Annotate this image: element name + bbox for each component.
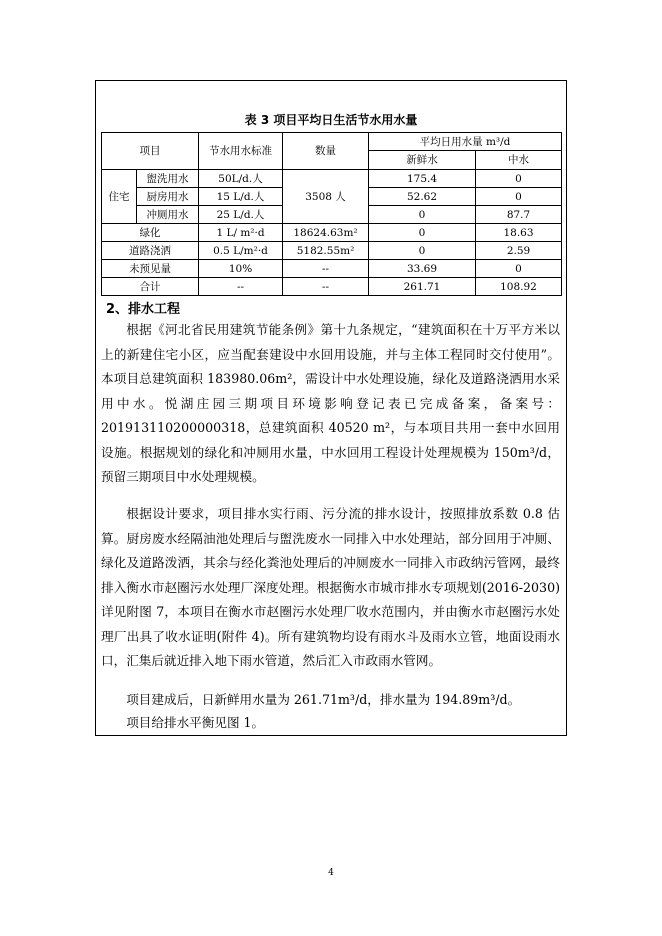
header-daily: 平均日用水量 m³/d xyxy=(369,133,562,151)
header-fresh: 新鲜水 xyxy=(369,151,476,170)
row-standard: 50L/d.人 xyxy=(199,170,283,188)
header-item: 项目 xyxy=(102,133,199,170)
header-quantity: 数量 xyxy=(283,133,369,170)
row-item: 冲厕用水 xyxy=(137,206,199,224)
row-fresh: 33.69 xyxy=(369,260,476,278)
row-item: 绿化 xyxy=(102,224,199,242)
paragraph-water-volume: 项目建成后，日新鲜用水量为 261.71m³/d，排水量为 194.89m³/d。 xyxy=(126,692,521,707)
row-standard: 10% xyxy=(199,260,283,278)
header-reclaimed: 中水 xyxy=(476,151,562,170)
group-label: 住宅 xyxy=(102,170,137,224)
row-standard: 1 L/ m²·d xyxy=(199,224,283,242)
table-header-row xyxy=(102,133,562,151)
row-item: 道路浇洒 xyxy=(102,242,199,260)
row-item: 厨房用水 xyxy=(137,188,199,206)
row-fresh: 0 xyxy=(369,224,476,242)
row-quantity: 5182.55m² xyxy=(283,242,369,260)
row-item: 合计 xyxy=(102,278,199,296)
row-fresh: 0 xyxy=(369,206,476,224)
row-standard: 0.5 L/m²·d xyxy=(199,242,283,260)
row-quantity: -- xyxy=(283,278,369,296)
paragraph-regulation: 根据《河北省民用建筑节能条例》第十九条规定，“建筑面积在十万平方米以上的新建住宅小区，应当配套建设中水回用设施，并与主体工程同时交付使用”。本项目总建筑面积 183980.06m²，需设计中水处理设施，绿化及道路浇洒用水采用中水。悦湖庄园三期项目环境影响登记表已完成备案，备案号：201913110200000318，总建筑面积 40520 m²，与本项目共用一套中水回用设施。根据规划的绿化和冲厕用水量，中水回用工程设计处理规模为 150m³/d，预留三期项目中水处理规模。 xyxy=(101,322,560,484)
water-usage-table xyxy=(101,132,562,296)
row-fresh: 175.4 xyxy=(369,170,476,188)
row-standard: 15 L/d.人 xyxy=(199,188,283,206)
row-reclaimed: 0 xyxy=(476,188,562,206)
page-number: 4 xyxy=(328,868,334,878)
row-fresh: 261.71 xyxy=(369,278,476,296)
row-standard: 25 L/d.人 xyxy=(199,206,283,224)
row-quantity: -- xyxy=(283,260,369,278)
row-reclaimed: 108.92 xyxy=(476,278,562,296)
section-heading: 2、排水工程 xyxy=(106,302,181,317)
paragraph-balance-figure: 项目给排水平衡见图 1。 xyxy=(126,715,265,730)
paragraph-drainage-design: 根据设计要求，项目排水实行雨、污分流的排水设计，按照排放系数 0.8 估算。厨房废水经隔油池处理后与盥洗废水一同排入中水处理站，部分回用于冲厕、绿化及道路泼洒，其余与经化粪池处理后的冲厕废水一同排入市政纳污管网，最终排入衡水市赵圈污水处理厂深度处理。根据衡水市城市排水专项规划(2016-2030)详见附图 7，本项目在衡水市赵圈污水处理厂收水范围内，并由衡水市赵圈污水处理厂出具了收水证明(附件 4)。所有建筑物均设有雨水斗及雨水立管，地面设雨水口，汇集后就近排入地下雨水管道，然后汇入市政雨水管网。 xyxy=(101,506,560,668)
table-row xyxy=(102,170,562,188)
group-quantity: 3508 人 xyxy=(283,170,369,224)
row-item: 盥洗用水 xyxy=(137,170,199,188)
row-reclaimed: 0 xyxy=(476,170,562,188)
row-reclaimed: 2.59 xyxy=(476,242,562,260)
header-standard: 节水用水标准 xyxy=(199,133,283,170)
table-caption: 表 3 项目平均日生活节水用水量 xyxy=(244,113,418,127)
row-reclaimed: 0 xyxy=(476,260,562,278)
row-fresh: 0 xyxy=(369,242,476,260)
row-quantity: 18624.63m² xyxy=(283,224,369,242)
row-item: 未预见量 xyxy=(102,260,199,278)
row-standard: -- xyxy=(199,278,283,296)
row-reclaimed: 87.7 xyxy=(476,206,562,224)
table-row xyxy=(102,224,562,242)
row-reclaimed: 18.63 xyxy=(476,224,562,242)
table-row xyxy=(102,242,562,260)
table-total-row xyxy=(102,278,562,296)
row-fresh: 52.62 xyxy=(369,188,476,206)
table-row xyxy=(102,260,562,278)
